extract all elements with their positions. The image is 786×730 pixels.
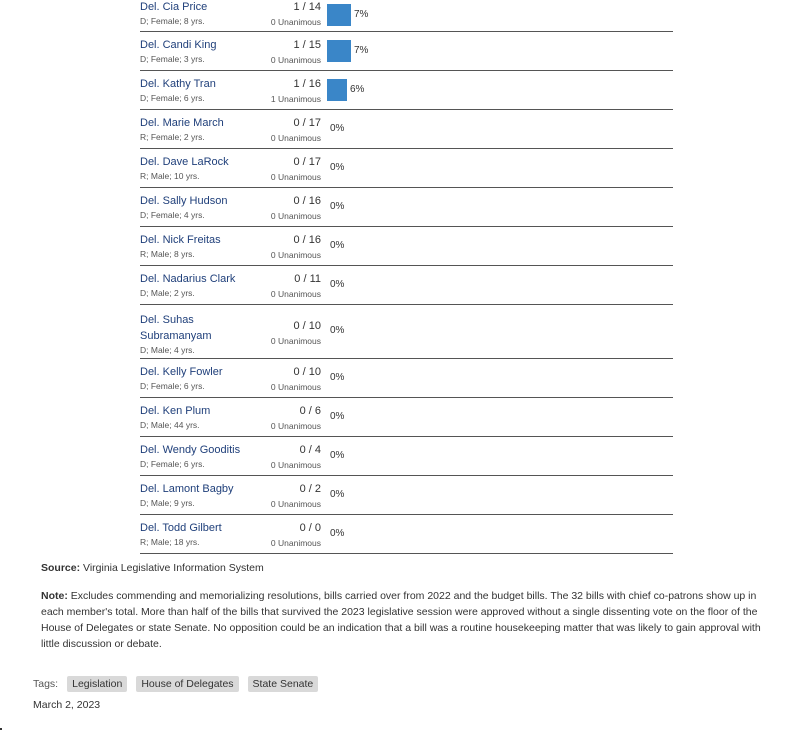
- percent-label: 0%: [330, 162, 345, 173]
- note-label: Note:: [41, 590, 68, 602]
- unanimous-count: 0 Unanimous: [270, 17, 321, 27]
- note-text: Excludes commending and memorializing resolutions, bills carried over from 2022 and the budget bills. The 32 bills with chief co-patrons show up in each member's total. More than half of the bills that survived the 2023 legislative session were approved without a single dissenting vote on the floor of the House of Delegates or state Senate. No opposition could be an indication that a bill was a routine housekeeping matter that was likely to gain approval with little discussion or debate.: [41, 590, 761, 650]
- legislator-meta: D; Female; 6 yrs.: [140, 459, 205, 469]
- unanimous-count: 0 Unanimous: [270, 55, 321, 65]
- tags-label: Tags:: [33, 678, 59, 690]
- legislator-row: [140, 437, 673, 476]
- legislator-meta: R; Male; 10 yrs.: [140, 171, 200, 181]
- bills-ratio: 0 / 16: [293, 234, 321, 246]
- legislator-meta: D; Male; 9 yrs.: [140, 498, 195, 508]
- legislator-name[interactable]: Del. Nick Freitas: [140, 234, 221, 246]
- legislator-row: [140, 398, 673, 437]
- legislator-meta: R; Male; 18 yrs.: [140, 537, 200, 547]
- percent-label: 7%: [354, 45, 369, 56]
- source-label: Source:: [41, 562, 81, 574]
- unanimous-count: 0 Unanimous: [270, 289, 321, 299]
- unanimous-count: 0 Unanimous: [270, 538, 321, 548]
- bills-ratio: 1 / 15: [293, 39, 321, 51]
- unanimous-count: 0 Unanimous: [270, 421, 321, 431]
- source-text: Virginia Legislative Information System: [83, 562, 264, 574]
- legislator-name[interactable]: Del. Dave LaRock: [140, 156, 229, 168]
- legislator-name[interactable]: Del. Sally Hudson: [140, 195, 228, 207]
- legislator-name[interactable]: Del. Kelly Fowler: [140, 366, 223, 378]
- legislator-meta: R; Male; 8 yrs.: [140, 249, 195, 259]
- unanimous-count: 0 Unanimous: [270, 336, 321, 346]
- legislator-row: [140, 71, 673, 110]
- legislator-name[interactable]: Del. Cia Price: [140, 1, 208, 13]
- percent-label: 0%: [330, 279, 345, 290]
- legislator-name[interactable]: Del. Nadarius Clark: [140, 273, 236, 285]
- unanimous-count: 0 Unanimous: [270, 211, 321, 221]
- legislator-meta: R; Female; 2 yrs.: [140, 132, 205, 142]
- bills-ratio: 0 / 11: [294, 273, 321, 285]
- unanimous-count: 0 Unanimous: [270, 133, 321, 143]
- legislator-meta: D; Female; 6 yrs.: [140, 381, 205, 391]
- bills-ratio: 0 / 6: [299, 405, 321, 417]
- percent-label: 0%: [330, 528, 345, 539]
- legislator-meta: D; Male; 2 yrs.: [140, 288, 195, 298]
- percent-label: 7%: [354, 9, 369, 20]
- percent-label: 0%: [330, 372, 345, 383]
- percent-label: 0%: [330, 123, 345, 134]
- tags-row: [33, 676, 318, 692]
- legislator-meta: D; Female; 3 yrs.: [140, 54, 205, 64]
- tag-legislation[interactable]: Legislation: [67, 676, 127, 692]
- percent-label: 0%: [330, 201, 345, 212]
- legislator-row: [140, 149, 673, 188]
- bills-ratio: 0 / 10: [293, 366, 321, 378]
- legislator-name[interactable]: Del. Marie March: [140, 117, 224, 129]
- legislator-name[interactable]: Del. Lamont Bagby: [140, 483, 234, 495]
- legislator-row: [140, 32, 673, 71]
- percent-bar: [327, 4, 351, 26]
- source-line: [41, 562, 264, 574]
- percent-bar: [327, 79, 347, 101]
- unanimous-count: 0 Unanimous: [270, 460, 321, 470]
- bills-ratio: 0 / 2: [299, 483, 321, 495]
- unanimous-count: 1 Unanimous: [270, 94, 321, 104]
- legislator-name[interactable]: Del. Kathy Tran: [140, 78, 216, 90]
- legislator-meta: D; Male; 4 yrs.: [140, 345, 195, 355]
- unanimous-count: 0 Unanimous: [270, 382, 321, 392]
- legislator-meta: D; Male; 44 yrs.: [140, 420, 200, 430]
- percent-bar: [327, 40, 351, 62]
- legislator-meta: D; Female; 6 yrs.: [140, 93, 205, 103]
- legislator-row: [140, 227, 673, 266]
- percent-label: 0%: [330, 240, 345, 251]
- legislator-meta: D; Female; 8 yrs.: [140, 16, 205, 26]
- percent-label: 0%: [330, 450, 345, 461]
- legislator-row: [140, 0, 673, 32]
- legislator-name[interactable]: Del. Wendy Gooditis: [140, 444, 241, 456]
- bills-ratio: 1 / 16: [293, 78, 321, 90]
- percent-label: 0%: [330, 489, 345, 500]
- legislator-name[interactable]: Del. Candi King: [140, 39, 217, 51]
- publish-date: March 2, 2023: [33, 699, 101, 711]
- bills-ratio: 0 / 4: [299, 444, 321, 456]
- tag-house-of-delegates[interactable]: House of Delegates: [136, 676, 238, 692]
- unanimous-count: 0 Unanimous: [270, 172, 321, 182]
- legislator-row: [140, 188, 673, 227]
- bills-ratio: 0 / 17: [293, 117, 321, 129]
- legislator-row: [140, 515, 673, 554]
- bills-ratio: 0 / 17: [293, 156, 321, 168]
- bills-ratio: 0 / 16: [293, 195, 321, 207]
- tag-state-senate[interactable]: State Senate: [248, 676, 319, 692]
- unanimous-count: 0 Unanimous: [270, 499, 321, 509]
- percent-label: 0%: [330, 411, 345, 422]
- percent-label: 6%: [350, 84, 365, 95]
- bills-ratio: 1 / 14: [293, 1, 321, 13]
- legislator-row: [140, 305, 673, 359]
- legislator-table: [140, 0, 673, 554]
- bills-ratio: 0 / 0: [299, 522, 321, 534]
- legislator-row: [140, 359, 673, 398]
- legislator-meta: D; Female; 4 yrs.: [140, 210, 205, 220]
- legislator-row: [140, 110, 673, 149]
- legislator-name[interactable]: Del. Todd Gilbert: [140, 522, 222, 534]
- legislator-name[interactable]: Del. Suhas Subramanyam: [140, 314, 212, 342]
- percent-label: 0%: [330, 325, 345, 336]
- legislator-row: [140, 266, 673, 305]
- bills-ratio: 0 / 10: [293, 320, 321, 332]
- note-paragraph: [41, 588, 763, 652]
- legislator-row: [140, 476, 673, 515]
- unanimous-count: 0 Unanimous: [270, 250, 321, 260]
- legislator-name[interactable]: Del. Ken Plum: [140, 405, 211, 417]
